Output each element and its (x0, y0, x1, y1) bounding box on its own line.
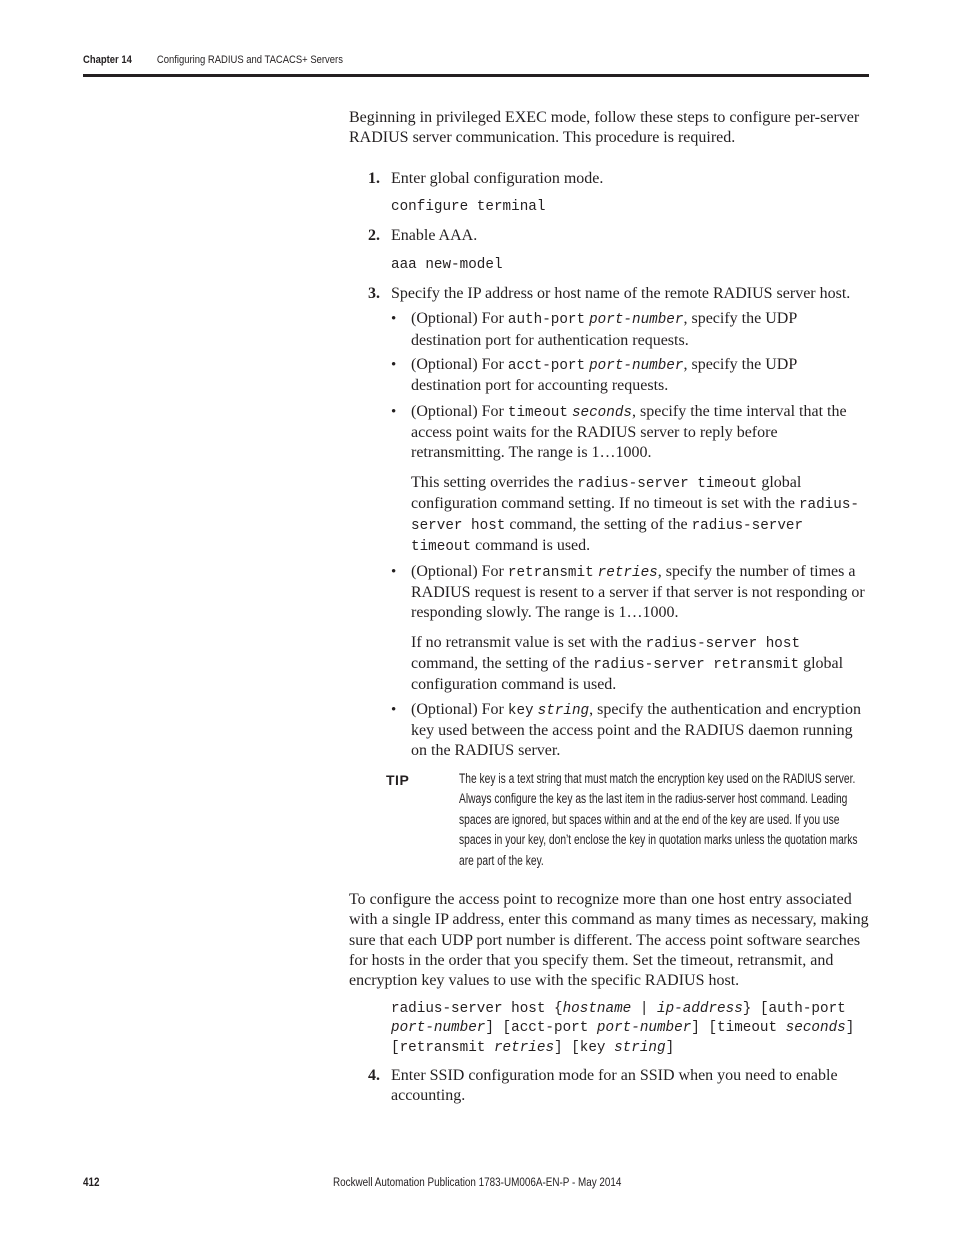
tip-label: TIP (386, 772, 410, 788)
retransmit-note: If no retransmit value is set with the radius-server host command, the setting of the radius-server retransmit global configuration command is used. (411, 633, 844, 694)
radius-server-host-command: radius-server host {hostname | ip-address} [auth-port port-number] [acct-port port-number] [timeout seconds] [retransmit retries] [key string] (391, 1001, 855, 1056)
argument: port-number (589, 358, 684, 375)
step-number: 1. (368, 169, 380, 187)
list-item: • (Optional) For auth-port port-number, specify the UDP destination port for authentication requests. (391, 310, 797, 349)
step-text: Enable AAA. (391, 227, 478, 245)
running-header (83, 53, 343, 67)
list-item: • (Optional) For retransmit retries, specify the number of times a RADIUS request is resent to a server if that server is not responding or responding slowly. The range is 1…1000. If no retransmit value is set with the radius-server host command, the setting of the radius-server retransmit global configuration command is used. (411, 562, 869, 696)
step-number: 3. (368, 285, 380, 303)
tip-text: The key is a text string that must match the encryption key used on the RADIUS server. Always configure the key as the last item in the radius-server host command. Leading spaces are ignored, but spaces within and at the end of the key are used. If you use spaces in your key, don’t enclose the key in quotation marks unless the quotation marks are part of the key. (459, 771, 858, 868)
publication-footer: Rockwell Automation Publication 1783-UM006A-EN-P - May 2014 (333, 1177, 622, 1189)
keyword: acct-port (507, 358, 586, 375)
step-2 (349, 226, 869, 246)
list-item: • (Optional) For acct-port port-number, specify the UDP destination port for accounting requests. (391, 356, 797, 395)
bullet-icon: • (391, 357, 397, 374)
bullet-icon: • (391, 563, 397, 580)
main-content (349, 108, 869, 761)
step-text: Enter SSID configuration mode for an SSID when you need to enable accounting. (391, 1067, 838, 1105)
step-text: Specify the IP address or host name of the remote RADIUS server host. (391, 285, 851, 303)
code-configure-terminal: configure terminal (391, 198, 546, 215)
list-item: • (Optional) For timeout seconds, specify the time interval that the access point waits for the RADIUS server to reply before retransmitting. The range is 1…1000. This setting overrides the radius-server timeout global configuration command setting. If no timeout is set with the radius-server host command, the setting of the radius-server timeout command is used. (411, 402, 869, 558)
intro-paragraph: Beginning in privileged EXEC mode, follow these steps to configure per-server RADIUS server communication. This procedure is required. (349, 109, 860, 147)
keyword: retransmit (507, 564, 594, 581)
keyword: auth-port (507, 312, 586, 329)
step-3 (349, 284, 869, 304)
step-1 (349, 169, 869, 189)
argument: seconds (571, 404, 632, 421)
bullet-icon: • (391, 701, 397, 718)
argument: retries (597, 564, 658, 581)
chapter-title: Configuring RADIUS and TACACS+ Servers (156, 54, 343, 66)
code-aaa-new-model: aaa new-model (391, 256, 503, 273)
bullet-icon: • (391, 311, 397, 328)
timeout-note: This setting overrides the radius-server timeout global configuration command setting. If no timeout is set with the radius-server host command, the setting of the radius-server timeout command is used. (411, 473, 859, 556)
step-number: 2. (368, 227, 380, 245)
chapter-label: Chapter 14 (83, 54, 132, 66)
header-rule (83, 74, 869, 77)
argument: port-number (589, 312, 684, 329)
page-number: 412 (83, 1177, 100, 1189)
bullet-icon: • (391, 403, 397, 420)
argument: string (537, 702, 590, 719)
option-list (349, 309, 869, 761)
step-number: 4. (368, 1067, 380, 1084)
multi-host-paragraph: To configure the access point to recognize more than one host entry associated with a single IP address, enter this command as many times as necessary, making sure that each UDP port number is different. The access point software searches for hosts in the order that you specify them. Set the timeout, retransmit, and encryption key values to use with the specific RADIUS host. (349, 891, 869, 990)
step-text: Enter global configuration mode. (391, 169, 604, 187)
keyword: key (507, 702, 534, 719)
keyword: timeout (507, 404, 568, 421)
list-item: • (Optional) For key string, specify the authentication and encryption key used between the access point and the RADIUS daemon running on the RADIUS server. (391, 700, 862, 760)
step-4 (349, 1066, 911, 1107)
